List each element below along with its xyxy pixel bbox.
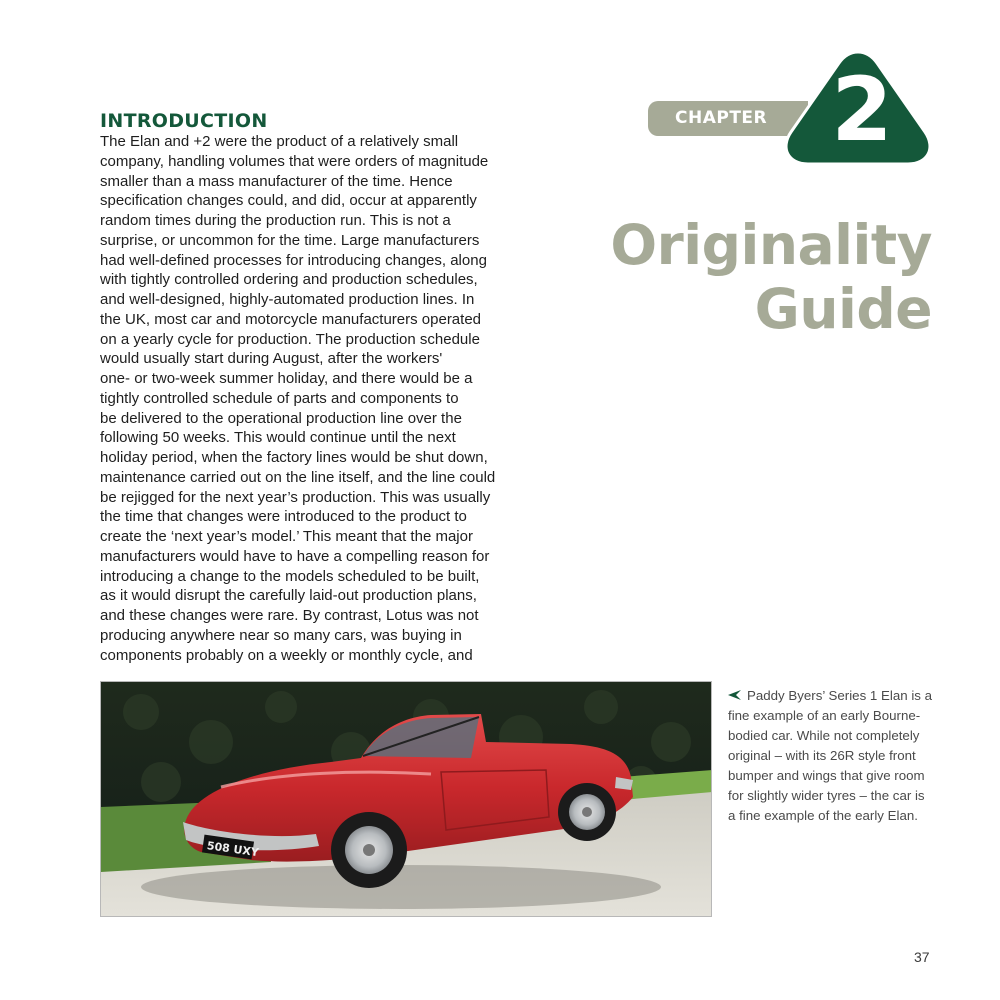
body-line: specification changes could, and did, occur at apparently xyxy=(100,192,477,210)
body-line: on a yearly cycle for production. The production schedule xyxy=(100,330,480,348)
body-line: holiday period, when the factory lines would be shut down, xyxy=(100,449,488,466)
introduction-body xyxy=(100,132,510,665)
photo-caption xyxy=(728,686,938,826)
body-line: create the ‘next year’s model.’ This meant that the major xyxy=(100,528,473,545)
page-title-line: Originality xyxy=(610,213,932,277)
photo-red-lotus-elan-icon xyxy=(101,682,712,917)
body-line: the time that changes were introduced to the product to xyxy=(100,508,467,526)
page-number: 37 xyxy=(914,949,930,965)
body-line: would usually start during August, after the workers' xyxy=(100,350,443,368)
caption-line: original – with its 26R style front xyxy=(728,748,916,763)
body-line: The Elan and +2 were the product of a relatively small xyxy=(100,133,459,150)
caption-line: a fine example of the early Elan. xyxy=(728,808,918,823)
body-line: maintenance carried out on the line itself, and the line could xyxy=(100,468,496,486)
caption-line: for slightly wider tyres – the car is xyxy=(728,788,925,803)
body-line: one- or two-week summer holiday, and there would be a xyxy=(100,370,473,387)
page-title xyxy=(610,213,932,341)
caption-line-text: Paddy Byers’ Series 1 Elan is a xyxy=(747,688,933,703)
body-line: manufacturers would have to have a compelling reason for xyxy=(100,547,490,565)
body-line: as it would disrupt the carefully laid-out production plans, xyxy=(100,587,477,605)
body-line: had well-defined processes for introducing changes, along xyxy=(100,251,487,269)
page-title-line: Guide xyxy=(754,277,932,341)
license-plate: 508 UXY xyxy=(206,839,260,860)
body-line: components probably on a weekly or monthly cycle, and xyxy=(100,646,473,664)
body-line: tightly controlled schedule of parts and components to xyxy=(100,389,459,407)
body-line: be delivered to the operational production line over the xyxy=(100,409,462,427)
caption-line: bumper and wings that give room xyxy=(728,768,925,783)
body-line: be rejigged for the next year’s production. This was usually xyxy=(100,488,491,506)
chapter-number: 2 xyxy=(831,58,893,161)
body-line: with tightly controlled ordering and production schedules, xyxy=(100,271,478,289)
body-line: and well-designed, highly-automated production lines. In xyxy=(100,291,475,308)
body-line: introducing a change to the models scheduled to be built, xyxy=(100,567,480,585)
chapter-label: CHAPTER xyxy=(675,108,768,128)
caption-line: bodied car. While not completely xyxy=(728,728,920,743)
body-line: company, handling volumes that were orders of magnitude xyxy=(100,152,489,170)
car-photo xyxy=(100,681,712,917)
body-line: following 50 weeks. This would continue until the next xyxy=(100,429,456,447)
body-line: the UK, most car and motorcycle manufacturers operated xyxy=(100,310,482,328)
body-line: and these changes were rare. By contrast, Lotus was not xyxy=(100,607,479,624)
body-line: producing anywhere near so many cars, was buying in xyxy=(100,626,462,644)
body-line: random times during the production run. This is not a xyxy=(100,212,451,229)
arrow-left-icon xyxy=(728,690,741,700)
body-line: surprise, or uncommon for the time. Large manufacturers xyxy=(100,231,480,249)
introduction-heading: INTRODUCTION xyxy=(100,110,268,132)
body-line: smaller than a mass manufacturer of the time. Hence xyxy=(100,172,453,190)
caption-line: fine example of an early Bourne- xyxy=(728,708,921,723)
caption-line xyxy=(728,686,938,706)
